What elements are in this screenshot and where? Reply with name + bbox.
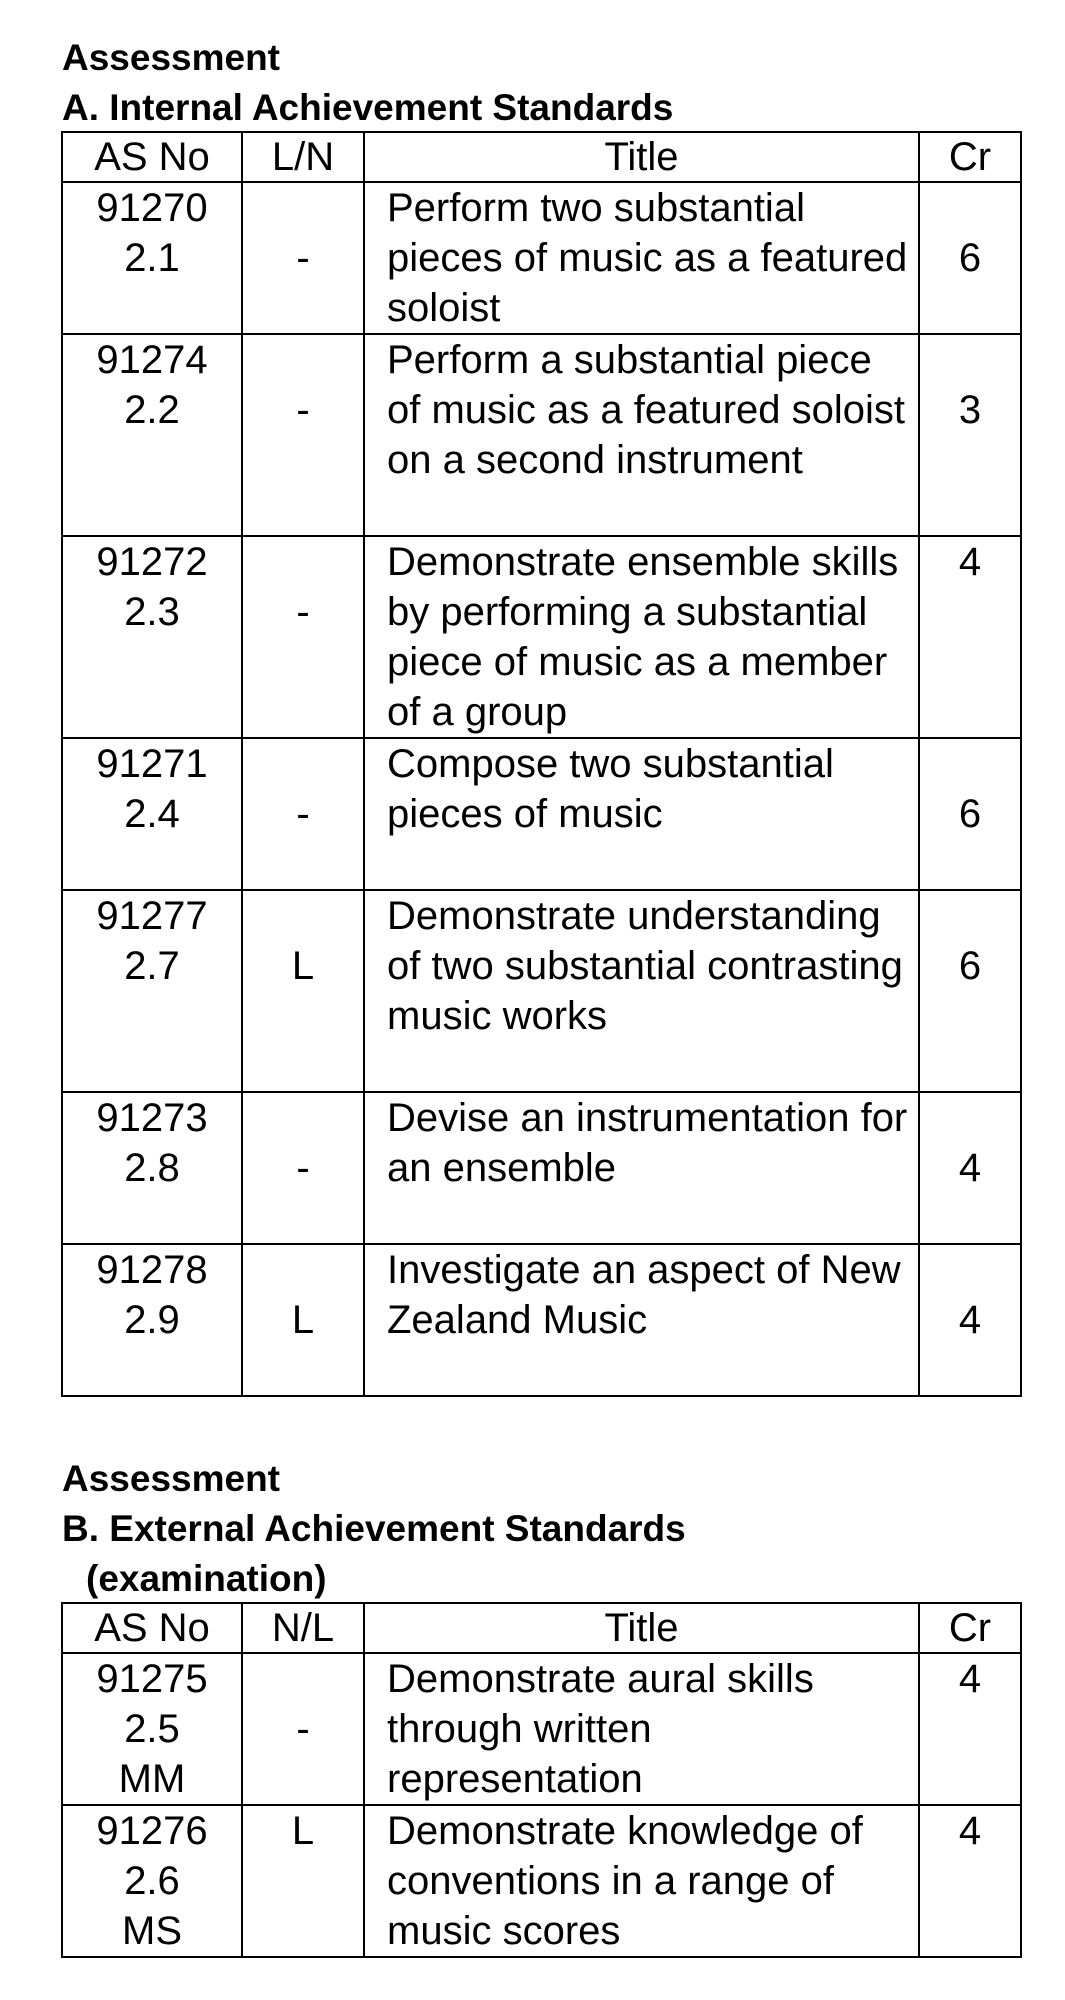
table-row [62, 1244, 1021, 1396]
external-standards-table [61, 1602, 1022, 1958]
column-header-as-no: AS No [62, 1603, 242, 1653]
ln-cell: L [242, 1244, 364, 1396]
ln-cell: - [242, 182, 364, 334]
column-header-title: Title [364, 1603, 919, 1653]
as-subnumber: 2.5 [124, 1707, 180, 1751]
column-header-ln: L/N [242, 132, 364, 182]
ln-cell: - [242, 738, 364, 890]
as-number-cell [62, 182, 242, 334]
as-number-cell [62, 536, 242, 738]
column-header-title: Title [364, 132, 919, 182]
column-header-nl: N/L [242, 1603, 364, 1653]
table-row [62, 890, 1021, 1092]
ln-cell: - [242, 536, 364, 738]
credits-cell: 3 [919, 334, 1021, 536]
as-number: 91270 [96, 186, 208, 230]
title-cell: Compose two substantial pieces of music [364, 738, 919, 890]
column-header-cr: Cr [919, 1603, 1021, 1653]
as-subnumber: 2.8 [124, 1146, 180, 1190]
credits-cell: 4 [919, 536, 1021, 738]
as-code: MS [122, 1909, 182, 1953]
table-row [62, 182, 1021, 334]
table-header-row [62, 1603, 1021, 1653]
table-row [62, 1653, 1021, 1805]
title-cell: Demonstrate ensemble skills by performing a substantial piece of music as a member of a group [364, 536, 919, 738]
ln-cell: L [242, 890, 364, 1092]
column-header-cr: Cr [919, 132, 1021, 182]
table-row [62, 1805, 1021, 1957]
nl-cell: - [242, 1653, 364, 1805]
title-cell: Perform two substantial pieces of music as a featured soloist [364, 182, 919, 334]
table-row [62, 738, 1021, 890]
credits-cell: 6 [919, 890, 1021, 1092]
as-number-cell [62, 890, 242, 1092]
credits-cell: 4 [919, 1653, 1021, 1805]
as-number-cell [62, 1244, 242, 1396]
as-number: 91278 [96, 1248, 208, 1292]
title-cell: Investigate an aspect of New Zealand Music [364, 1244, 919, 1396]
as-number: 91276 [96, 1809, 208, 1853]
as-number-cell [62, 1092, 242, 1244]
as-number-cell [62, 738, 242, 890]
as-number-cell [62, 334, 242, 536]
title-cell: Devise an instrumentation for an ensemble [364, 1092, 919, 1244]
as-number-cell [62, 1805, 242, 1957]
credits-cell: 4 [919, 1244, 1021, 1396]
credits-cell: 4 [919, 1805, 1021, 1957]
title-cell: Demonstrate aural skills through written representation [364, 1653, 919, 1805]
as-subnumber: 2.3 [124, 590, 180, 634]
table-row [62, 1092, 1021, 1244]
section-a-heading-line2: A. Internal Achievement Standards [62, 87, 674, 128]
section-b-heading-line2: B. External Achievement Standards [62, 1508, 686, 1549]
ln-cell: - [242, 334, 364, 536]
section-a-heading-line1: Assessment [62, 37, 281, 78]
as-subnumber: 2.4 [124, 792, 180, 836]
nl-cell: L [242, 1805, 364, 1957]
as-code: MM [118, 1757, 186, 1801]
section-b-heading-line1: Assessment [62, 1458, 281, 1499]
as-number: 91273 [96, 1096, 208, 1140]
as-number: 91277 [96, 894, 208, 938]
as-subnumber: 2.2 [124, 388, 180, 432]
table-header-row [62, 132, 1021, 182]
as-subnumber: 2.9 [124, 1298, 180, 1342]
as-subnumber: 2.1 [124, 236, 180, 280]
as-number: 91271 [96, 742, 208, 786]
credits-cell: 6 [919, 738, 1021, 890]
as-number: 91272 [96, 540, 208, 584]
table-row [62, 536, 1021, 738]
as-number: 91275 [96, 1657, 208, 1701]
internal-standards-table [61, 131, 1022, 1397]
section-b-heading-line3: (examination) [86, 1558, 327, 1599]
credits-cell: 4 [919, 1092, 1021, 1244]
title-cell: Demonstrate knowledge of conventions in a range of music scores [364, 1805, 919, 1957]
title-cell: Perform a substantial piece of music as a featured soloist on a second instrument [364, 334, 919, 536]
table-row [62, 334, 1021, 536]
as-subnumber: 2.7 [124, 944, 180, 988]
credits-cell: 6 [919, 182, 1021, 334]
as-number-cell [62, 1653, 242, 1805]
as-subnumber: 2.6 [124, 1859, 180, 1903]
ln-cell: - [242, 1092, 364, 1244]
column-header-as-no: AS No [62, 132, 242, 182]
title-cell: Demonstrate understanding of two substantial contrasting music works [364, 890, 919, 1092]
as-number: 91274 [96, 338, 208, 382]
